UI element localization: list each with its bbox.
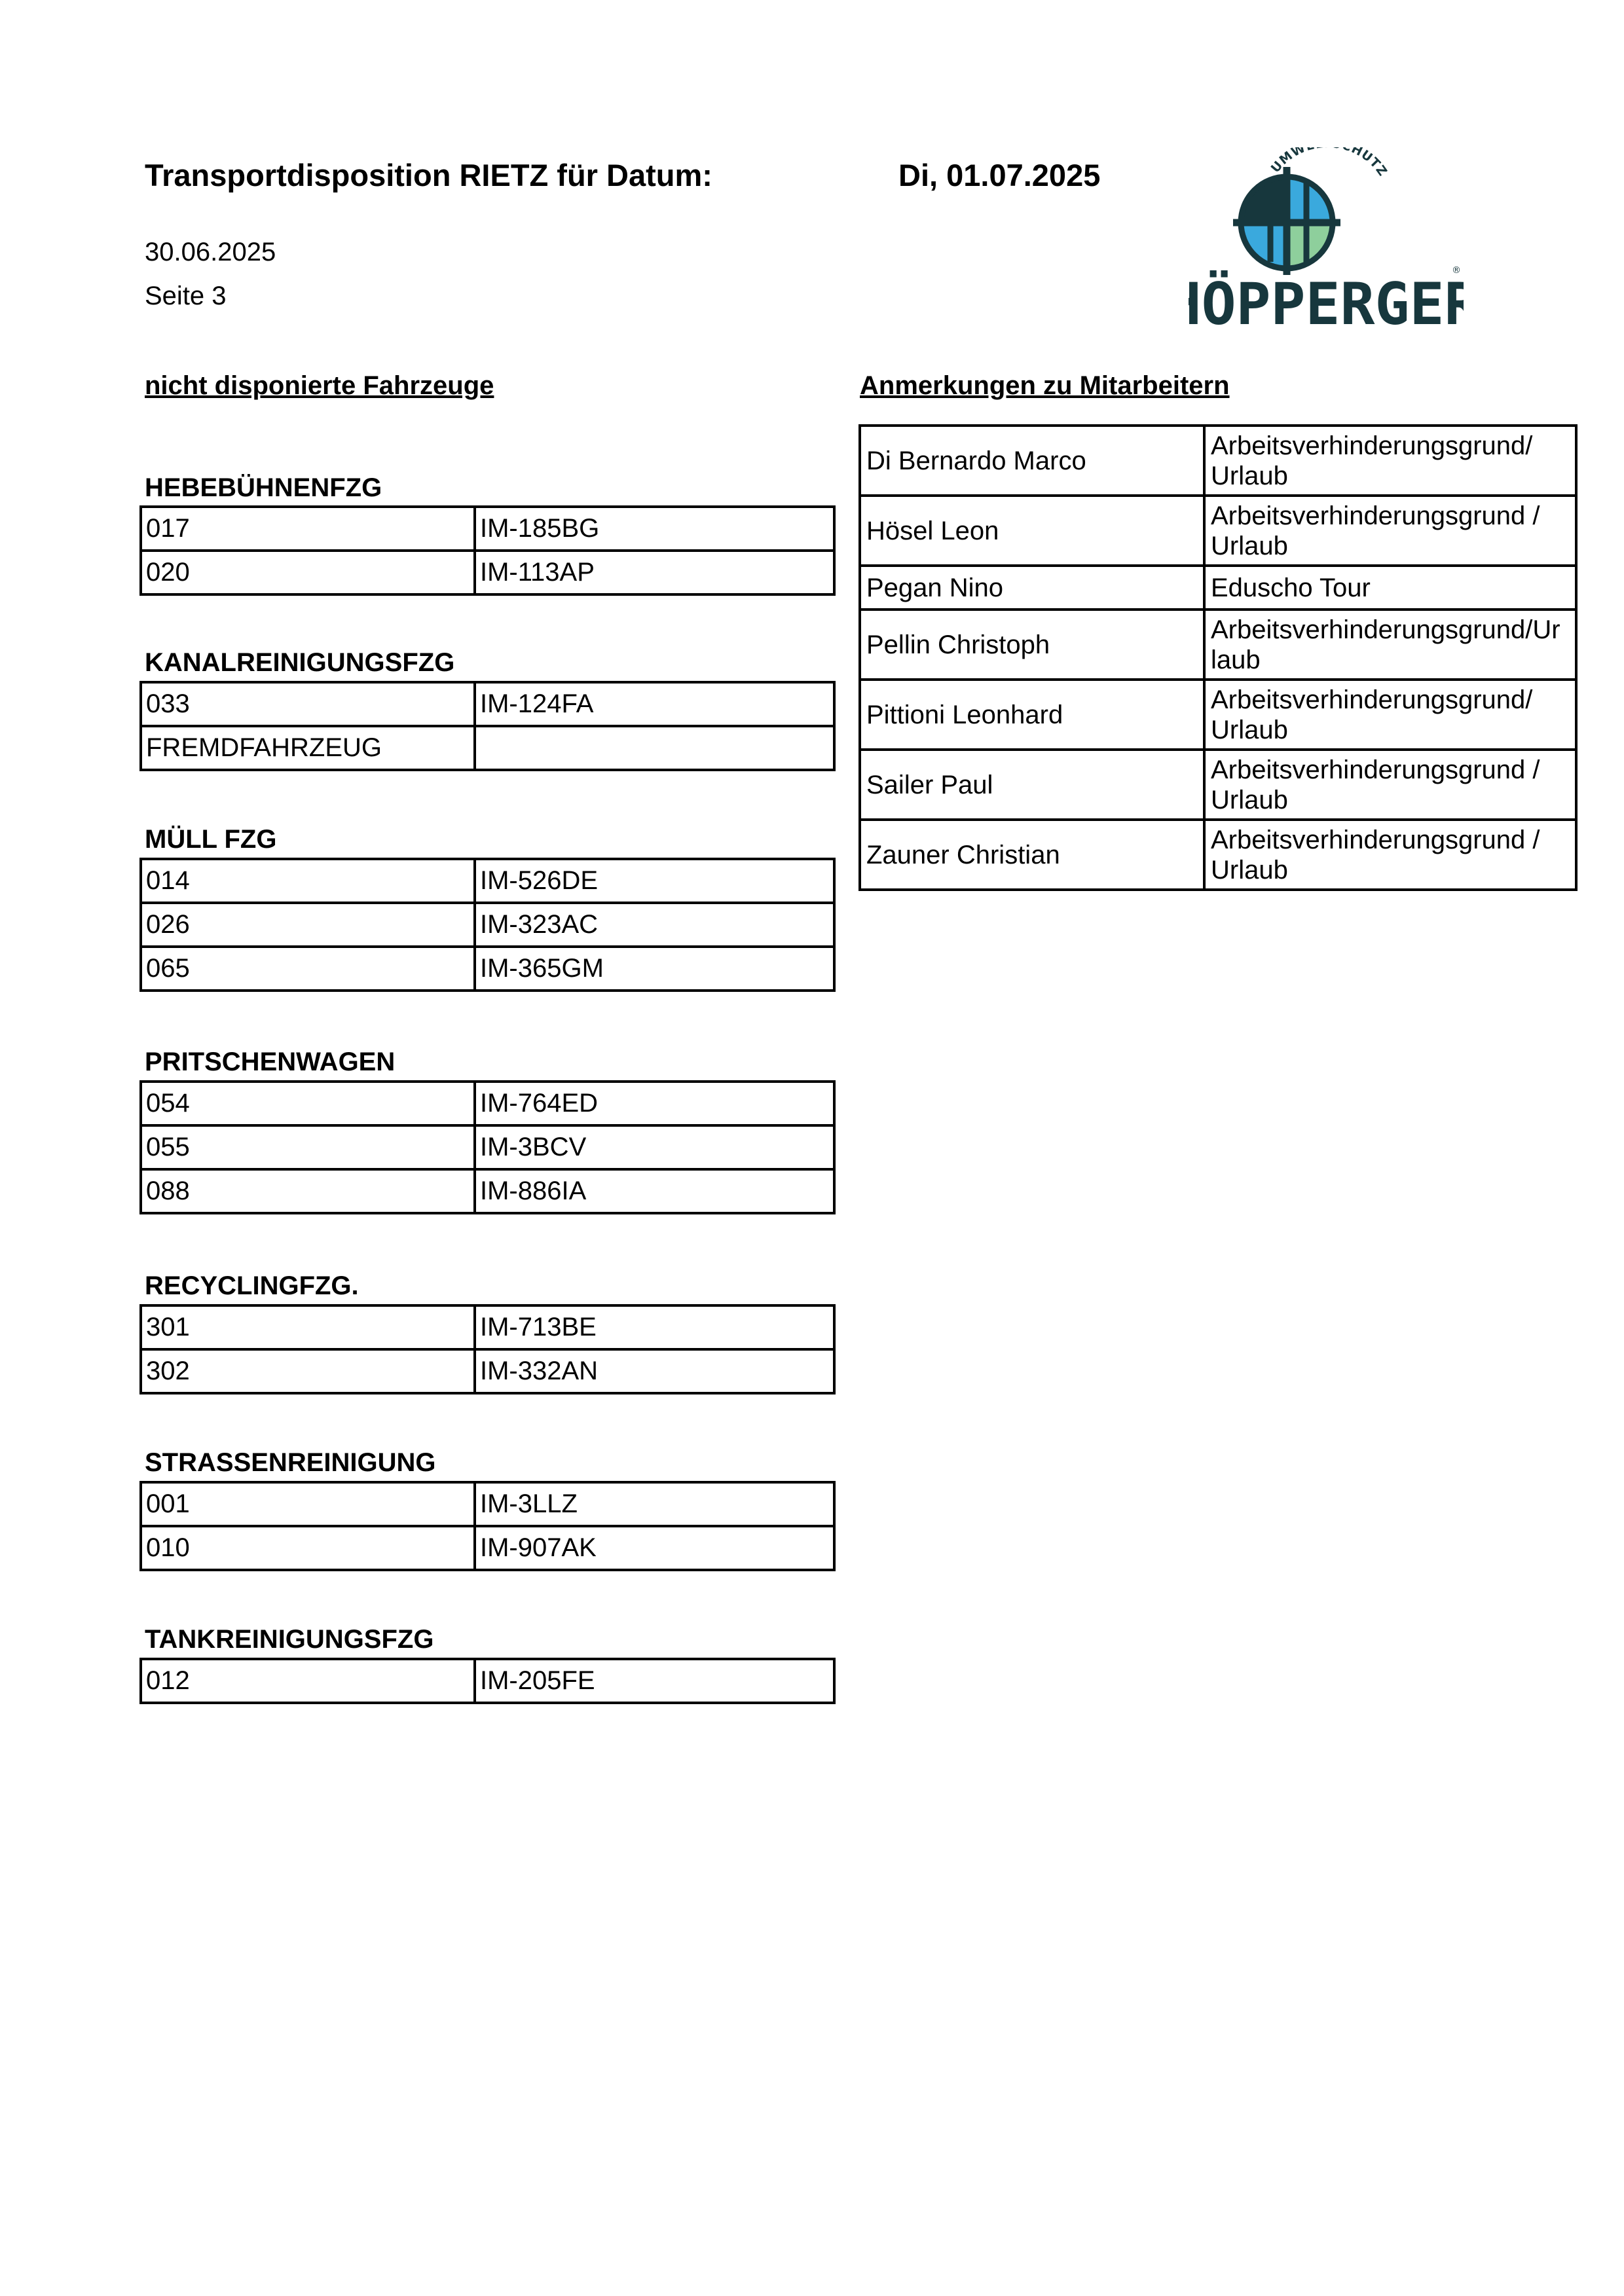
employee-notes-heading: Anmerkungen zu Mitarbeitern	[860, 371, 1230, 400]
table-row	[860, 680, 1576, 750]
group-title: KANALREINIGUNGSFZG	[145, 648, 455, 677]
disposition-date: Di, 01.07.2025	[898, 158, 1101, 192]
table-row	[860, 750, 1576, 820]
employee-notes-table	[858, 424, 1578, 891]
vehicle-number-cell: 088	[141, 1169, 475, 1213]
hopperger-logo	[1189, 147, 1464, 344]
license-plate-cell: IM-907AK	[475, 1526, 834, 1570]
employee-name-cell: Pegan Nino	[860, 566, 1204, 610]
vehicle-table	[139, 681, 836, 771]
svg-text:®: ®	[1452, 265, 1461, 276]
table-row	[860, 566, 1576, 610]
table-row	[141, 726, 834, 770]
group-title: MÜLL FZG	[145, 825, 277, 854]
table-row	[141, 1169, 834, 1213]
group-title: HEBEBÜHNENFZG	[145, 473, 382, 502]
vehicle-table	[139, 505, 836, 596]
employee-note-cell: Arbeitsverhinderungsgrund/ Urlaub	[1204, 426, 1576, 496]
table-row	[141, 1349, 834, 1393]
employee-name-cell: Pittioni Leonhard	[860, 680, 1204, 750]
page-number: Seite 3	[145, 282, 227, 310]
table-row	[141, 1482, 834, 1526]
created-date: 30.06.2025	[145, 238, 276, 266]
employee-note-cell: Arbeitsverhinderungsgrund/Ur laub	[1204, 610, 1576, 680]
vehicle-number-cell: 065	[141, 947, 475, 991]
vehicle-number-cell: 302	[141, 1349, 475, 1393]
license-plate-cell: IM-124FA	[475, 682, 834, 726]
table-row	[141, 947, 834, 991]
group-title: TANKREINIGUNGSFZG	[145, 1625, 434, 1654]
license-plate-cell: IM-332AN	[475, 1349, 834, 1393]
employee-note-cell: Arbeitsverhinderungsgrund/ Urlaub	[1204, 680, 1576, 750]
table-row	[141, 507, 834, 551]
employee-note-cell: Arbeitsverhinderungsgrund / Urlaub	[1204, 820, 1576, 890]
table-row	[141, 1305, 834, 1349]
table-row	[860, 426, 1576, 496]
vehicle-number-cell: 014	[141, 859, 475, 903]
vehicle-table	[139, 1304, 836, 1394]
license-plate-cell: IM-764ED	[475, 1082, 834, 1125]
vehicle-number-cell: 301	[141, 1305, 475, 1349]
vehicle-number-cell: 001	[141, 1482, 475, 1526]
table-row	[141, 1659, 834, 1703]
license-plate-cell: IM-185BG	[475, 507, 834, 551]
employee-name-cell: Zauner Christian	[860, 820, 1204, 890]
license-plate-cell: IM-365GM	[475, 947, 834, 991]
group-title: STRASSENREINIGUNG	[145, 1448, 436, 1477]
employee-name-cell: Di Bernardo Marco	[860, 426, 1204, 496]
table-row	[860, 610, 1576, 680]
group-title: PRITSCHENWAGEN	[145, 1048, 396, 1076]
vehicle-number-cell: 026	[141, 903, 475, 947]
logo-wordmark: ÖPPERGER	[1201, 270, 1464, 338]
table-row	[860, 496, 1576, 566]
employee-name-cell: Sailer Paul	[860, 750, 1204, 820]
vehicle-table	[139, 858, 836, 992]
employee-name-cell: Hösel Leon	[860, 496, 1204, 566]
unassigned-vehicles-heading: nicht disponierte Fahrzeuge	[145, 371, 494, 400]
group-title: RECYCLINGFZG.	[145, 1271, 359, 1300]
license-plate-cell: IM-113AP	[475, 551, 834, 594]
table-row	[141, 1526, 834, 1570]
table-row	[141, 1082, 834, 1125]
license-plate-cell: IM-886IA	[475, 1169, 834, 1213]
license-plate-cell: IM-3LLZ	[475, 1482, 834, 1526]
table-row	[141, 1125, 834, 1169]
vehicle-number-cell: 020	[141, 551, 475, 594]
logo-emblem-icon	[1189, 147, 1464, 344]
vehicle-number-cell: 054	[141, 1082, 475, 1125]
table-row	[141, 682, 834, 726]
license-plate-cell: IM-205FE	[475, 1659, 834, 1703]
vehicle-number-cell: 012	[141, 1659, 475, 1703]
license-plate-cell	[475, 726, 834, 770]
vehicle-number-cell: 033	[141, 682, 475, 726]
license-plate-cell: IM-323AC	[475, 903, 834, 947]
license-plate-cell: IM-526DE	[475, 859, 834, 903]
vehicle-table	[139, 1481, 836, 1571]
table-row	[141, 551, 834, 594]
vehicle-number-cell: 010	[141, 1526, 475, 1570]
vehicle-table	[139, 1658, 836, 1704]
vehicle-number-cell: 017	[141, 507, 475, 551]
table-row	[141, 859, 834, 903]
document-title: Transportdisposition RIETZ für Datum:	[145, 158, 712, 192]
vehicle-table	[139, 1080, 836, 1214]
employee-note-cell: Arbeitsverhinderungsgrund / Urlaub	[1204, 496, 1576, 566]
employee-note-cell: Eduscho Tour	[1204, 566, 1576, 610]
employee-name-cell: Pellin Christoph	[860, 610, 1204, 680]
table-row	[141, 903, 834, 947]
employee-note-cell: Arbeitsverhinderungsgrund / Urlaub	[1204, 750, 1576, 820]
table-row	[860, 820, 1576, 890]
vehicle-number-cell: 055	[141, 1125, 475, 1169]
vehicle-number-cell: FREMDFAHRZEUG	[141, 726, 475, 770]
license-plate-cell: IM-3BCV	[475, 1125, 834, 1169]
license-plate-cell: IM-713BE	[475, 1305, 834, 1349]
logo-arc-text: UMW HUTZ	[1268, 147, 1390, 179]
